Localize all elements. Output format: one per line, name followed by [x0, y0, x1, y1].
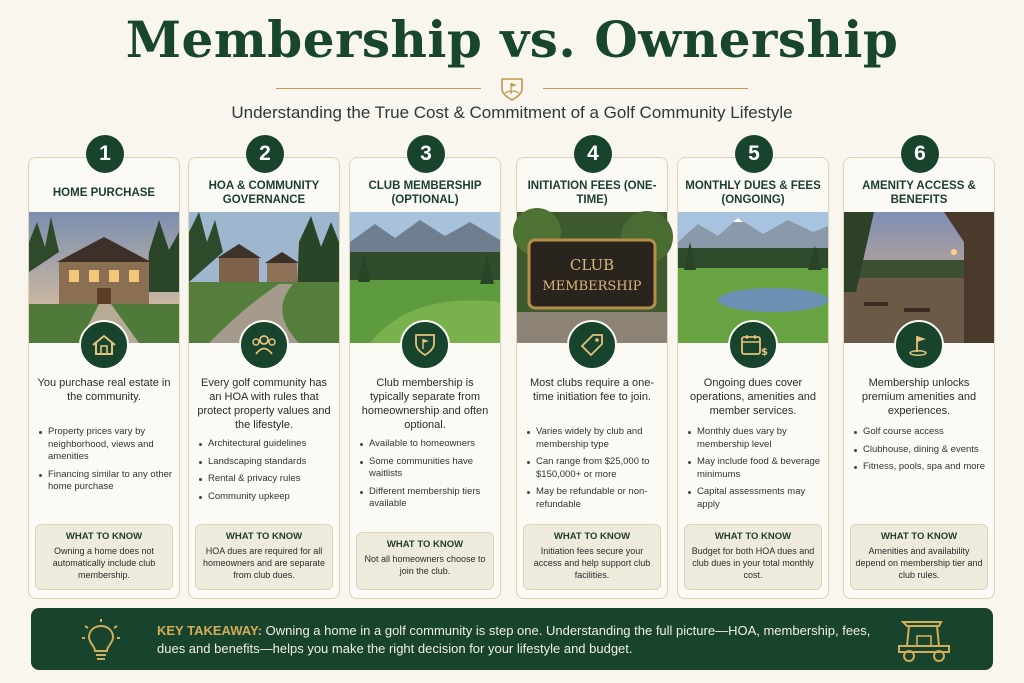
what-to-know-box — [356, 532, 494, 590]
card-description: Club membership is typically separate from homeownership and often optional. — [361, 377, 489, 431]
card-description: Membership unlocks premium amenities and experiences. — [861, 377, 977, 417]
key-takeaway-banner — [31, 608, 993, 670]
what-to-know-heading: WHAT TO KNOW — [65, 531, 143, 542]
what-to-know-heading: WHAT TO KNOW — [553, 531, 631, 542]
card-home-purchase — [28, 142, 180, 599]
takeaway-label: KEY TAKEAWAY: — [157, 623, 262, 638]
calendar-dollar-icon — [728, 320, 778, 370]
page-title: Membership vs. Ownership — [125, 10, 899, 69]
bullet-item: Capital assessments may apply — [688, 486, 822, 511]
bullet-item: Landscaping standards — [199, 456, 333, 469]
card-title: HOA & COMMUNITY GOVERNANCE — [208, 180, 320, 206]
card-bullets — [527, 426, 661, 516]
page-subtitle: Understanding the True Cost & Commitment of a Golf Community Lifestyle — [231, 103, 793, 122]
bullet-item: Architectural guidelines — [199, 438, 333, 451]
what-to-know-heading: WHAT TO KNOW — [386, 539, 464, 550]
takeaway-text-block — [157, 622, 877, 658]
card-title: MONTHLY DUES & FEES (ONGOING) — [685, 180, 821, 206]
bullet-item: Fitness, pools, spa and more — [854, 461, 988, 474]
card-title: CLUB MEMBERSHIP (OPTIONAL) — [368, 180, 482, 206]
bullet-item: Financing similar to any other home purchase — [39, 469, 173, 494]
card-bullets — [199, 438, 333, 508]
bullet-item: Some communities have waitlists — [360, 456, 494, 481]
takeaway-text: Owning a home in a golf community is step one. Understanding the full picture—HOA, membership, fees, dues and benefits—helps you make the right decision for your lifestyle and budget. — [157, 623, 871, 656]
bullet-item: May be refundable or non-refundable — [527, 486, 661, 511]
card-bullets — [688, 426, 822, 516]
card-title: HOME PURCHASE — [52, 187, 156, 199]
step-number: 2 — [246, 135, 284, 173]
house-icon — [79, 320, 129, 370]
what-to-know-box — [684, 524, 822, 590]
what-to-know-heading: WHAT TO KNOW — [714, 531, 792, 542]
bullet-item: Property prices vary by neighborhood, views and amenities — [39, 426, 173, 464]
price-tag-icon — [567, 320, 617, 370]
card-amenity-access — [843, 142, 995, 599]
card-description: Ongoing dues cover operations, amenities and member services. — [690, 377, 816, 417]
bullet-item: Available to homeowners — [360, 438, 494, 451]
what-to-know-heading: WHAT TO KNOW — [880, 531, 958, 542]
bullet-item: Community upkeep — [199, 491, 333, 504]
what-to-know-box — [35, 524, 173, 590]
bullet-item: May include food & beverage minimums — [688, 456, 822, 481]
what-to-know-text: Owning a home does not automatically include club membership. — [52, 546, 156, 580]
card-bullets — [854, 426, 988, 479]
lightbulb-icon — [81, 618, 121, 662]
what-to-know-text: Not all homeowners choose to join the club. — [364, 554, 486, 576]
golf-flag-icon — [894, 320, 944, 370]
what-to-know-box — [523, 524, 661, 590]
title-divider — [276, 76, 748, 100]
step-number: 6 — [901, 135, 939, 173]
golf-shield-icon — [400, 320, 450, 370]
card-bullets — [39, 426, 173, 499]
photo-sign-line-2: MEMBERSHIP — [542, 279, 642, 294]
card-description: Every golf community has an HOA with rules that protect property values and the lifestyle. — [197, 377, 331, 431]
card-title: AMENITY ACCESS & BENEFITS — [862, 180, 976, 206]
what-to-know-text: Amenities and availability depend on membership tier and club rules. — [855, 546, 983, 580]
step-number: 1 — [86, 135, 124, 173]
what-to-know-box — [850, 524, 988, 590]
bullet-item: Different membership tiers available — [360, 486, 494, 511]
card-club-membership — [349, 142, 501, 599]
svg-text:$: $ — [761, 347, 768, 358]
what-to-know-text: HOA dues are required for all homeowners and are separate from club dues. — [202, 546, 326, 580]
what-to-know-box — [195, 524, 333, 590]
card-monthly-dues — [677, 142, 829, 599]
step-number: 3 — [407, 135, 445, 173]
card-initiation-fees — [516, 142, 668, 599]
bullet-item: Golf course access — [854, 426, 988, 439]
bullet-item: Clubhouse, dining & events — [854, 444, 988, 457]
golf-cart-icon — [893, 616, 955, 664]
bullet-item: Monthly dues vary by membership level — [688, 426, 822, 451]
golf-crest-icon — [498, 76, 526, 102]
bullet-item: Varies widely by club and membership type — [527, 426, 661, 451]
card-bullets — [360, 438, 494, 516]
card-title: INITIATION FEES (ONE-TIME) — [527, 180, 657, 206]
card-description: Most clubs require a one-time initiation fee to join. — [529, 377, 655, 403]
step-number: 5 — [735, 135, 773, 173]
photo-sign-line-1: CLUB — [569, 256, 615, 274]
what-to-know-heading: WHAT TO KNOW — [225, 531, 303, 542]
bullet-item: Rental & privacy rules — [199, 473, 333, 486]
step-number: 4 — [574, 135, 612, 173]
community-icon — [239, 320, 289, 370]
card-description: You purchase real estate in the community. — [37, 377, 171, 403]
bullet-item: Can range from $25,000 to $150,000+ or more — [527, 456, 661, 481]
what-to-know-text: Budget for both HOA dues and club dues in your total monthly cost. — [691, 546, 815, 580]
card-hoa-governance — [188, 142, 340, 599]
what-to-know-text: Initiation fees secure your access and help support club facilities. — [533, 546, 651, 580]
